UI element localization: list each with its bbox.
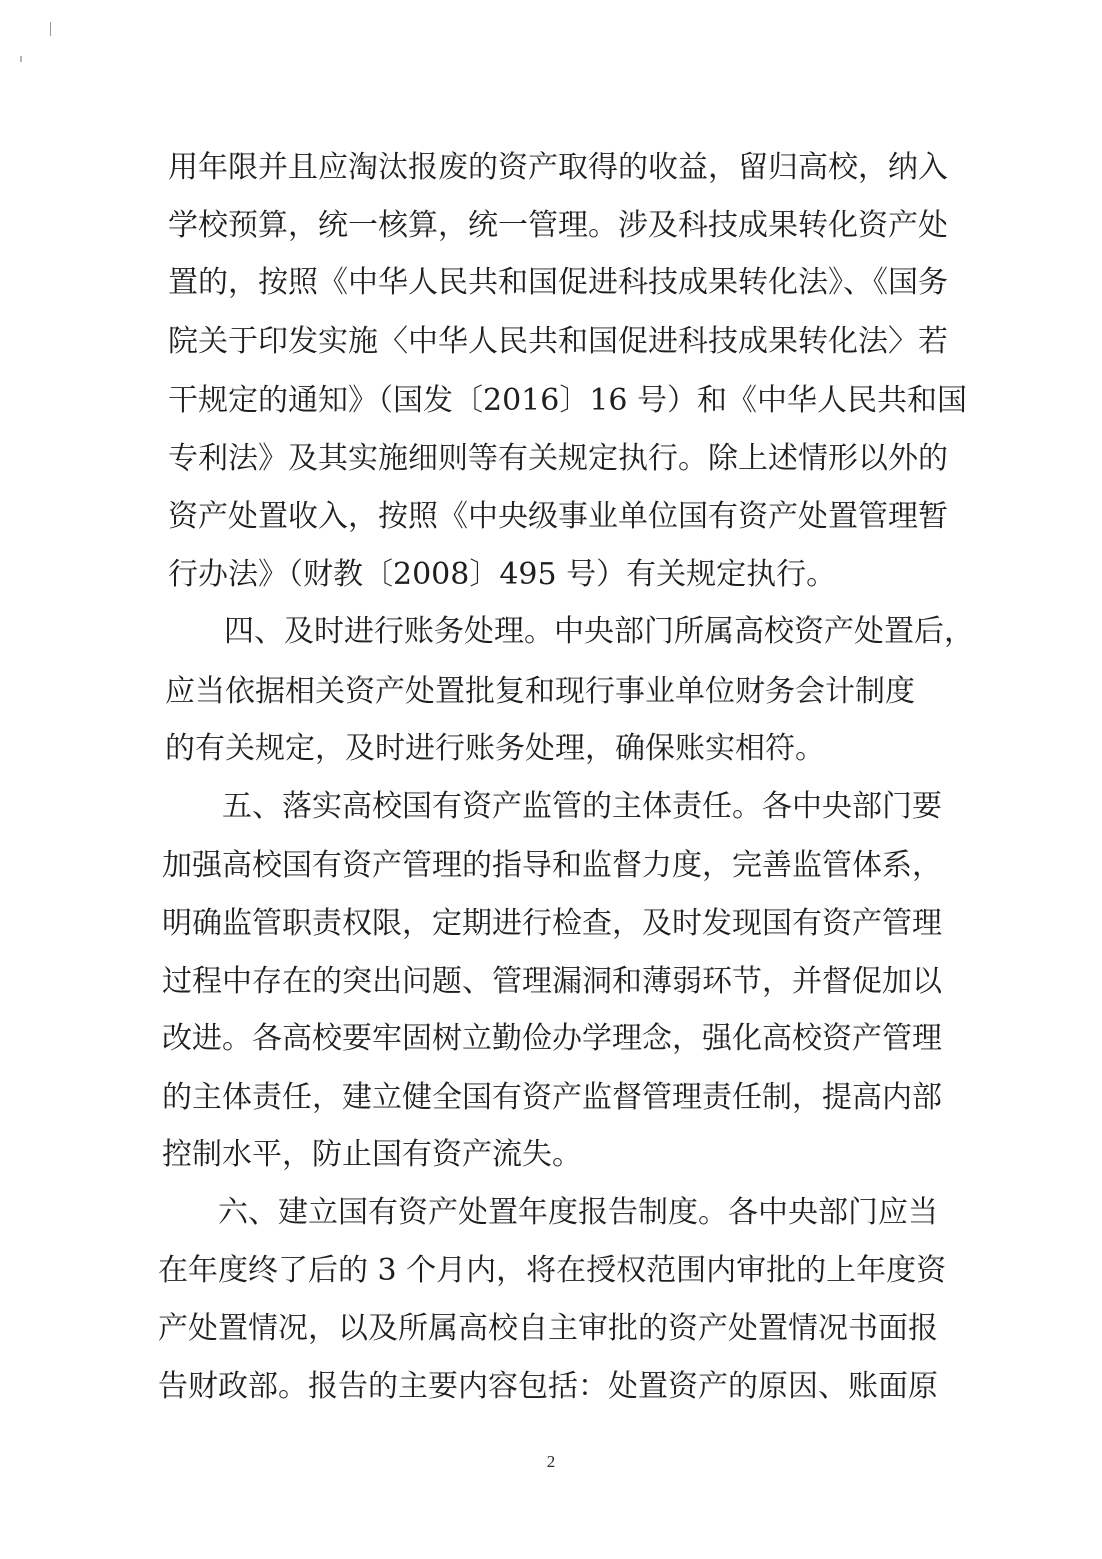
text-line-12: 五、落实高校国有资产监管的主体责任。各中央部门要 [222,789,942,824]
text-line-8: 行办法》（财教〔2008〕495 号）有关规定执行。 [168,557,837,592]
text-line-11: 的有关规定，及时进行账务处理，确保账实相符。 [165,731,825,766]
text-line-7: 资产处置收入，按照《中央级事业单位国有资产处置管理暂 [168,499,948,534]
text-line-16: 改进。各高校要牢固树立勤俭办学理念，强化高校资产管理 [162,1021,942,1056]
text-line-13: 加强高校国有资产管理的指导和监督力度，完善监管体系， [162,848,942,883]
text-line-21: 产处置情况，以及所属高校自主审批的资产处置情况书面报 [158,1311,938,1346]
text-line-22: 告财政部。报告的主要内容包括：处置资产的原因、账面原 [158,1369,938,1404]
text-line-3: 置的，按照《中华人民共和国促进科技成果转化法》、《国务 [168,265,948,300]
text-line-5: 干规定的通知》（国发〔2016〕16 号）和《中华人民共和国 [168,383,968,418]
text-line-17: 的主体责任，建立健全国有资产监督管理责任制，提高内部 [162,1080,942,1115]
page-number: 2 [546,1452,556,1471]
text-line-4: 院关于印发实施〈中华人民共和国促进科技成果转化法〉若 [168,324,948,359]
text-line-19: 六、建立国有资产处置年度报告制度。各中央部门应当 [218,1195,938,1230]
text-line-10: 应当依据相关资产处置批复和现行事业单位财务会计制度 [165,674,915,709]
text-line-9: 四、及时进行账务处理。中央部门所属高校资产处置后， [224,614,974,649]
text-line-20: 在年度终了后的 3 个月内，将在授权范围内审批的上年度资 [158,1253,947,1288]
text-line-15: 过程中存在的突出问题、管理漏洞和薄弱环节，并督促加以 [162,964,942,999]
text-line-1: 用年限并且应淘汰报废的资产取得的收益，留归高校，纳入 [168,150,948,185]
scan-artifact-mark [20,56,22,62]
text-line-6: 专利法》及其实施细则等有关规定执行。除上述情形以外的 [168,441,948,476]
text-line-14: 明确监管职责权限，定期进行检查，及时发现国有资产管理 [162,906,942,941]
scan-artifact-mark [50,22,51,36]
text-line-18: 控制水平，防止国有资产流失。 [162,1137,582,1172]
text-line-2: 学校预算，统一核算，统一管理。涉及科技成果转化资产处 [168,208,948,243]
